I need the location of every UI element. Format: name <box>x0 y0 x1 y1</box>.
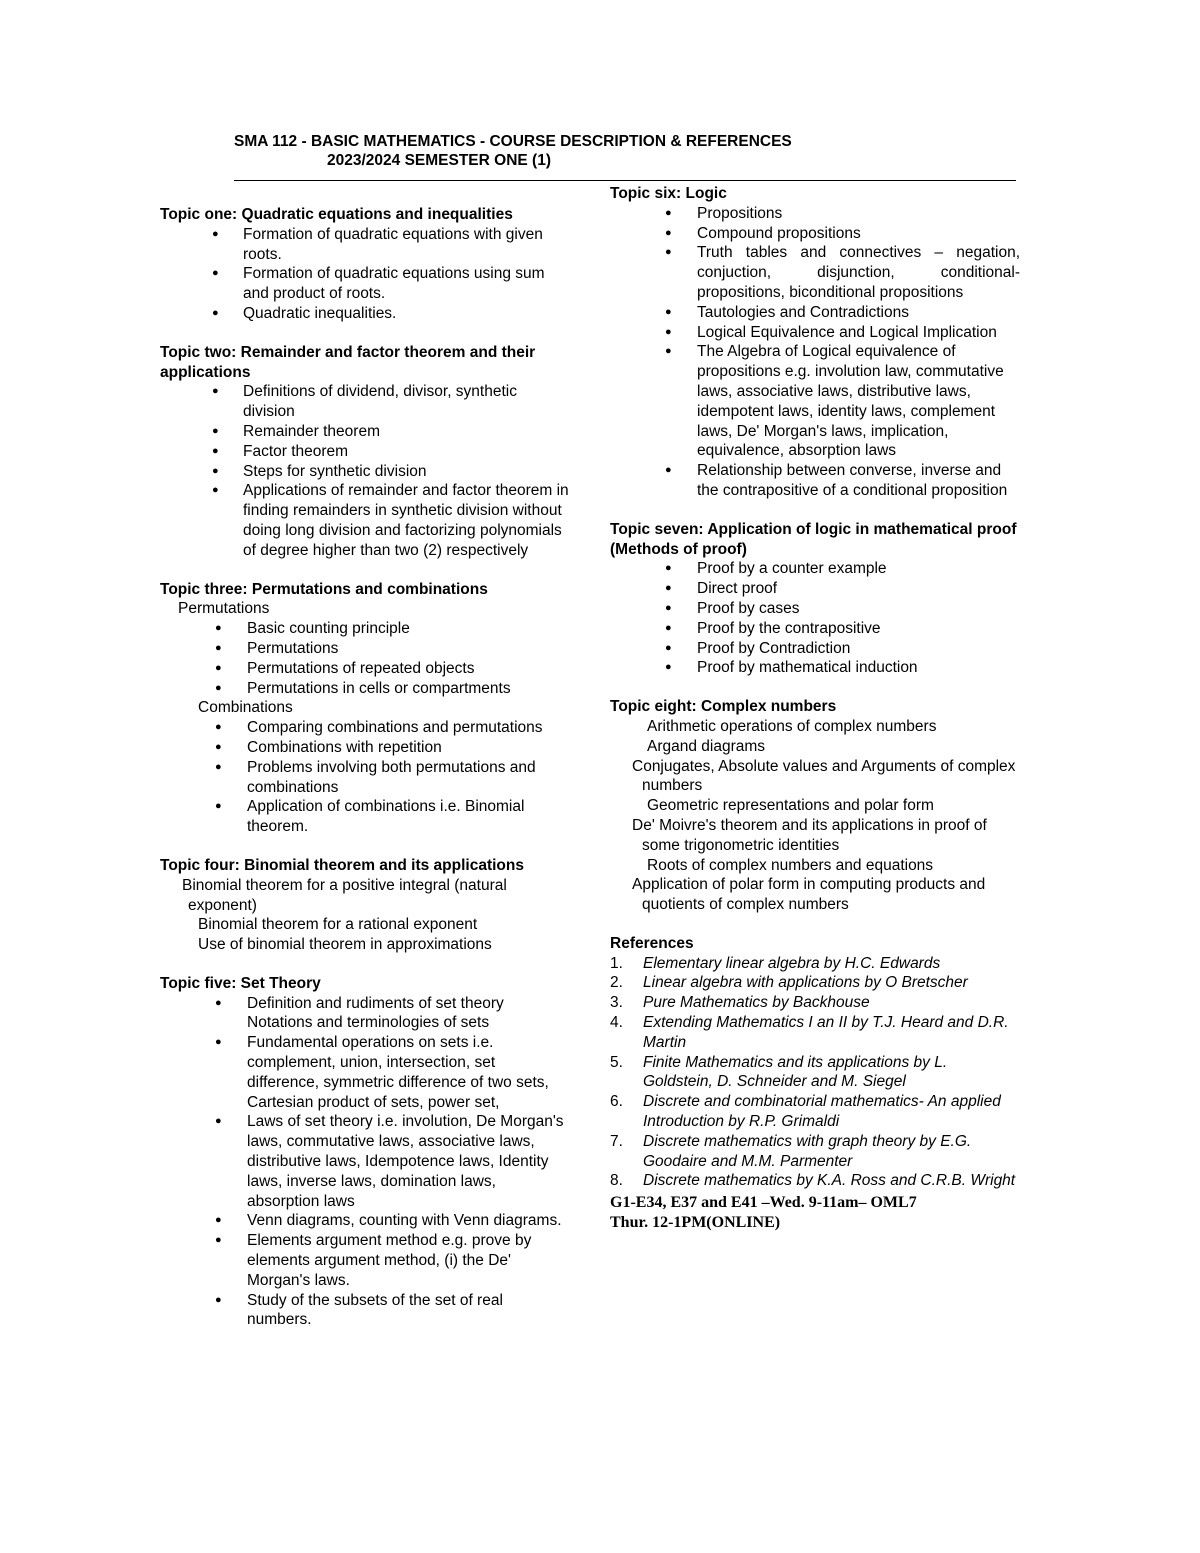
reference-number: 2. <box>610 974 623 992</box>
list-item: ● Quadratic inequalities. <box>160 304 570 324</box>
text-line: Application of polar form in computing products and quotients of complex numbers <box>632 876 986 914</box>
reference-number: 8. <box>610 1172 623 1190</box>
header-divider <box>234 180 1016 181</box>
list-item: ● The Algebra of Logical equivalence of propositions e.g. involution law, commutative laws, associative laws, distributive laws, idempotent laws, identity laws, complement laws, De' Morgan's laws, implication, equivalence, absorption laws <box>610 342 1020 461</box>
reference-text: Linear algebra with applications by O Bretscher <box>643 974 968 992</box>
text-line: Use of binomial theorem in approximations <box>198 936 492 954</box>
reference-item <box>610 1013 1020 1053</box>
list-item: ● Steps for synthetic division <box>160 462 570 482</box>
topic-list <box>160 225 570 324</box>
topic-list <box>160 382 570 560</box>
list-item: ● Truth tables and connectives – negation, conjuction, disjunction, conditional-propositions, biconditional propositions <box>610 243 1020 302</box>
list-item: ● Direct proof <box>610 579 1020 599</box>
text-line: Roots of complex numbers and equations <box>647 856 934 874</box>
reference-item <box>610 993 1020 1013</box>
list-item: ● Relationship between converse, inverse and the contrapositive of a conditional proposition <box>610 461 1020 501</box>
list-item: ● Permutations of repeated objects <box>160 659 570 679</box>
reference-item <box>610 1053 1020 1093</box>
topic-three <box>160 580 570 837</box>
reference-item <box>610 1092 1020 1132</box>
list-item: ● Tautologies and Contradictions <box>610 303 1020 323</box>
list-item: ● Factor theorem <box>160 442 570 462</box>
list-item: ● Applications of remainder and factor theorem in finding remainders in synthetic division without doing long division and factorizing polynomials of degree higher than two (2) respectively <box>160 481 570 560</box>
list-item: ● Propositions <box>610 204 1020 224</box>
reference-number: 4. <box>610 1014 623 1032</box>
reference-text: Discrete mathematics by K.A. Ross and C.R.B. Wright <box>643 1172 1016 1190</box>
semester-label: 2023/2024 SEMESTER ONE (1) <box>327 152 551 169</box>
document-title: SMA 112 - BASIC MATHEMATICS - COURSE DESCRIPTION & REFERENCES <box>234 133 792 150</box>
topic-title: Topic three: Permutations and combinations <box>160 580 488 598</box>
references-title: References <box>610 934 694 952</box>
list-item: ● Laws of set theory i.e. involution, De Morgan's laws, commutative laws, associative laws, distributive laws, Idempotence laws, Identity laws, inverse laws, domination laws, absorption laws <box>160 1112 570 1211</box>
list-item: ● Problems involving both permutations and combinations <box>160 758 570 798</box>
topic-title: Topic six: Logic <box>610 185 727 202</box>
text-line: Conjugates, Absolute values and Arguments of complex numbers <box>632 757 1016 795</box>
references-list <box>610 954 1020 1192</box>
subheading-permutations: Permutations <box>178 600 270 618</box>
schedule-line: G1-E34, E37 and E41 –Wed. 9-11am– OML7 <box>610 1194 917 1212</box>
topic-title: Topic two: Remainder and factor theorem and their applications <box>160 343 536 381</box>
list-item: ● Basic counting principle <box>160 619 570 639</box>
list-item: ● Formation of quadratic equations using sum and product of roots. <box>160 264 570 304</box>
reference-number: 6. <box>610 1093 623 1111</box>
left-column <box>160 205 570 1349</box>
list-item: ● Proof by cases <box>610 599 1020 619</box>
subheading-combinations: Combinations <box>198 699 293 717</box>
reference-item <box>610 973 1020 993</box>
topic-title: Topic one: Quadratic equations and inequalities <box>160 206 513 223</box>
list-item: ● Proof by a counter example <box>610 559 1020 579</box>
list-item: ● Permutations <box>160 639 570 659</box>
reference-text: Discrete mathematics with graph theory by E.G. Goodaire and M.M. Parmenter <box>643 1132 972 1170</box>
list-item: ● Definition and rudiments of set theory Notations and terminologies of sets <box>160 994 570 1034</box>
reference-text: Discrete and combinatorial mathematics- An applied Introduction by R.P. Grimaldi <box>643 1093 1001 1131</box>
list-item: ● Logical Equivalence and Logical Implication <box>610 323 1020 343</box>
list-item: ● Proof by Contradiction <box>610 639 1020 659</box>
topic-list <box>160 994 570 1331</box>
list-item: ● Proof by the contrapositive <box>610 619 1020 639</box>
topic-five <box>160 974 570 1330</box>
list-item: ● Study of the subsets of the set of real numbers. <box>160 1291 570 1331</box>
list-item: ● Proof by mathematical induction <box>610 658 1020 678</box>
topic-eight <box>610 697 1020 915</box>
reference-text: Finite Mathematics and its applications by L. Goldstein, D. Schneider and M. Siegel <box>643 1053 948 1091</box>
topic-list <box>610 204 1020 501</box>
list-item: ● Remainder theorem <box>160 422 570 442</box>
text-line: Binomial theorem for a positive integral (natural exponent) <box>182 876 507 914</box>
topic-lines <box>160 876 570 955</box>
list-item: ● Compound propositions <box>610 224 1020 244</box>
list-item: ● Fundamental operations on sets i.e. complement, union, intersection, set difference, symmetric difference of two sets, Cartesian product of sets, power set, <box>160 1033 570 1112</box>
text-line: Binomial theorem for a rational exponent <box>198 916 478 934</box>
reference-number: 3. <box>610 994 623 1012</box>
class-schedule <box>610 1193 1020 1233</box>
topic-list <box>160 619 570 698</box>
topic-six <box>610 184 1020 501</box>
document-header <box>234 132 1016 170</box>
reference-item <box>610 1132 1020 1172</box>
reference-number: 5. <box>610 1053 623 1071</box>
topic-seven <box>610 520 1020 678</box>
reference-number: 1. <box>610 954 623 972</box>
text-line: Geometric representations and polar form <box>647 797 934 815</box>
list-item: ● Combinations with repetition <box>160 738 570 758</box>
text-line: De' Moivre's theorem and its applications in proof of some trigonometric identities <box>632 816 987 854</box>
list-item: ● Comparing combinations and permutations <box>160 718 570 738</box>
text-line: Arithmetic operations of complex numbers <box>647 717 937 735</box>
list-item: ● Definitions of dividend, divisor, synthetic division <box>160 382 570 422</box>
list-item: ● Permutations in cells or compartments <box>160 679 570 699</box>
topic-one <box>160 205 570 324</box>
schedule-line: Thur. 12-1PM(ONLINE) <box>610 1214 781 1232</box>
list-item: ● Elements argument method e.g. prove by elements argument method, (i) the De' Morgan's laws. <box>160 1231 570 1290</box>
reference-item <box>610 1171 1020 1191</box>
topic-two <box>160 343 570 561</box>
reference-number: 7. <box>610 1132 623 1150</box>
topic-title: Topic eight: Complex numbers <box>610 698 837 716</box>
reference-text: Elementary linear algebra by H.C. Edwards <box>643 954 941 972</box>
topic-list <box>610 559 1020 678</box>
list-item: ● Formation of quadratic equations with given roots. <box>160 225 570 265</box>
reference-text: Pure Mathematics by Backhouse <box>643 994 870 1012</box>
topic-title: Topic seven: Application of logic in mathematical proof (Methods of proof) <box>610 520 1017 558</box>
reference-item <box>610 954 1020 974</box>
right-column <box>610 184 1020 1233</box>
topic-four <box>160 856 570 955</box>
references-section <box>610 934 1020 1233</box>
topic-title: Topic four: Binomial theorem and its applications <box>160 856 524 874</box>
topic-lines <box>610 717 1020 915</box>
list-item: ● Application of combinations i.e. Binomial theorem. <box>160 797 570 837</box>
reference-text: Extending Mathematics I an II by T.J. Heard and D.R. Martin <box>643 1014 1009 1051</box>
list-item: ● Venn diagrams, counting with Venn diagrams. <box>160 1211 570 1231</box>
topic-list <box>160 718 570 837</box>
text-line: Argand diagrams <box>647 737 766 755</box>
topic-title: Topic five: Set Theory <box>160 974 321 992</box>
